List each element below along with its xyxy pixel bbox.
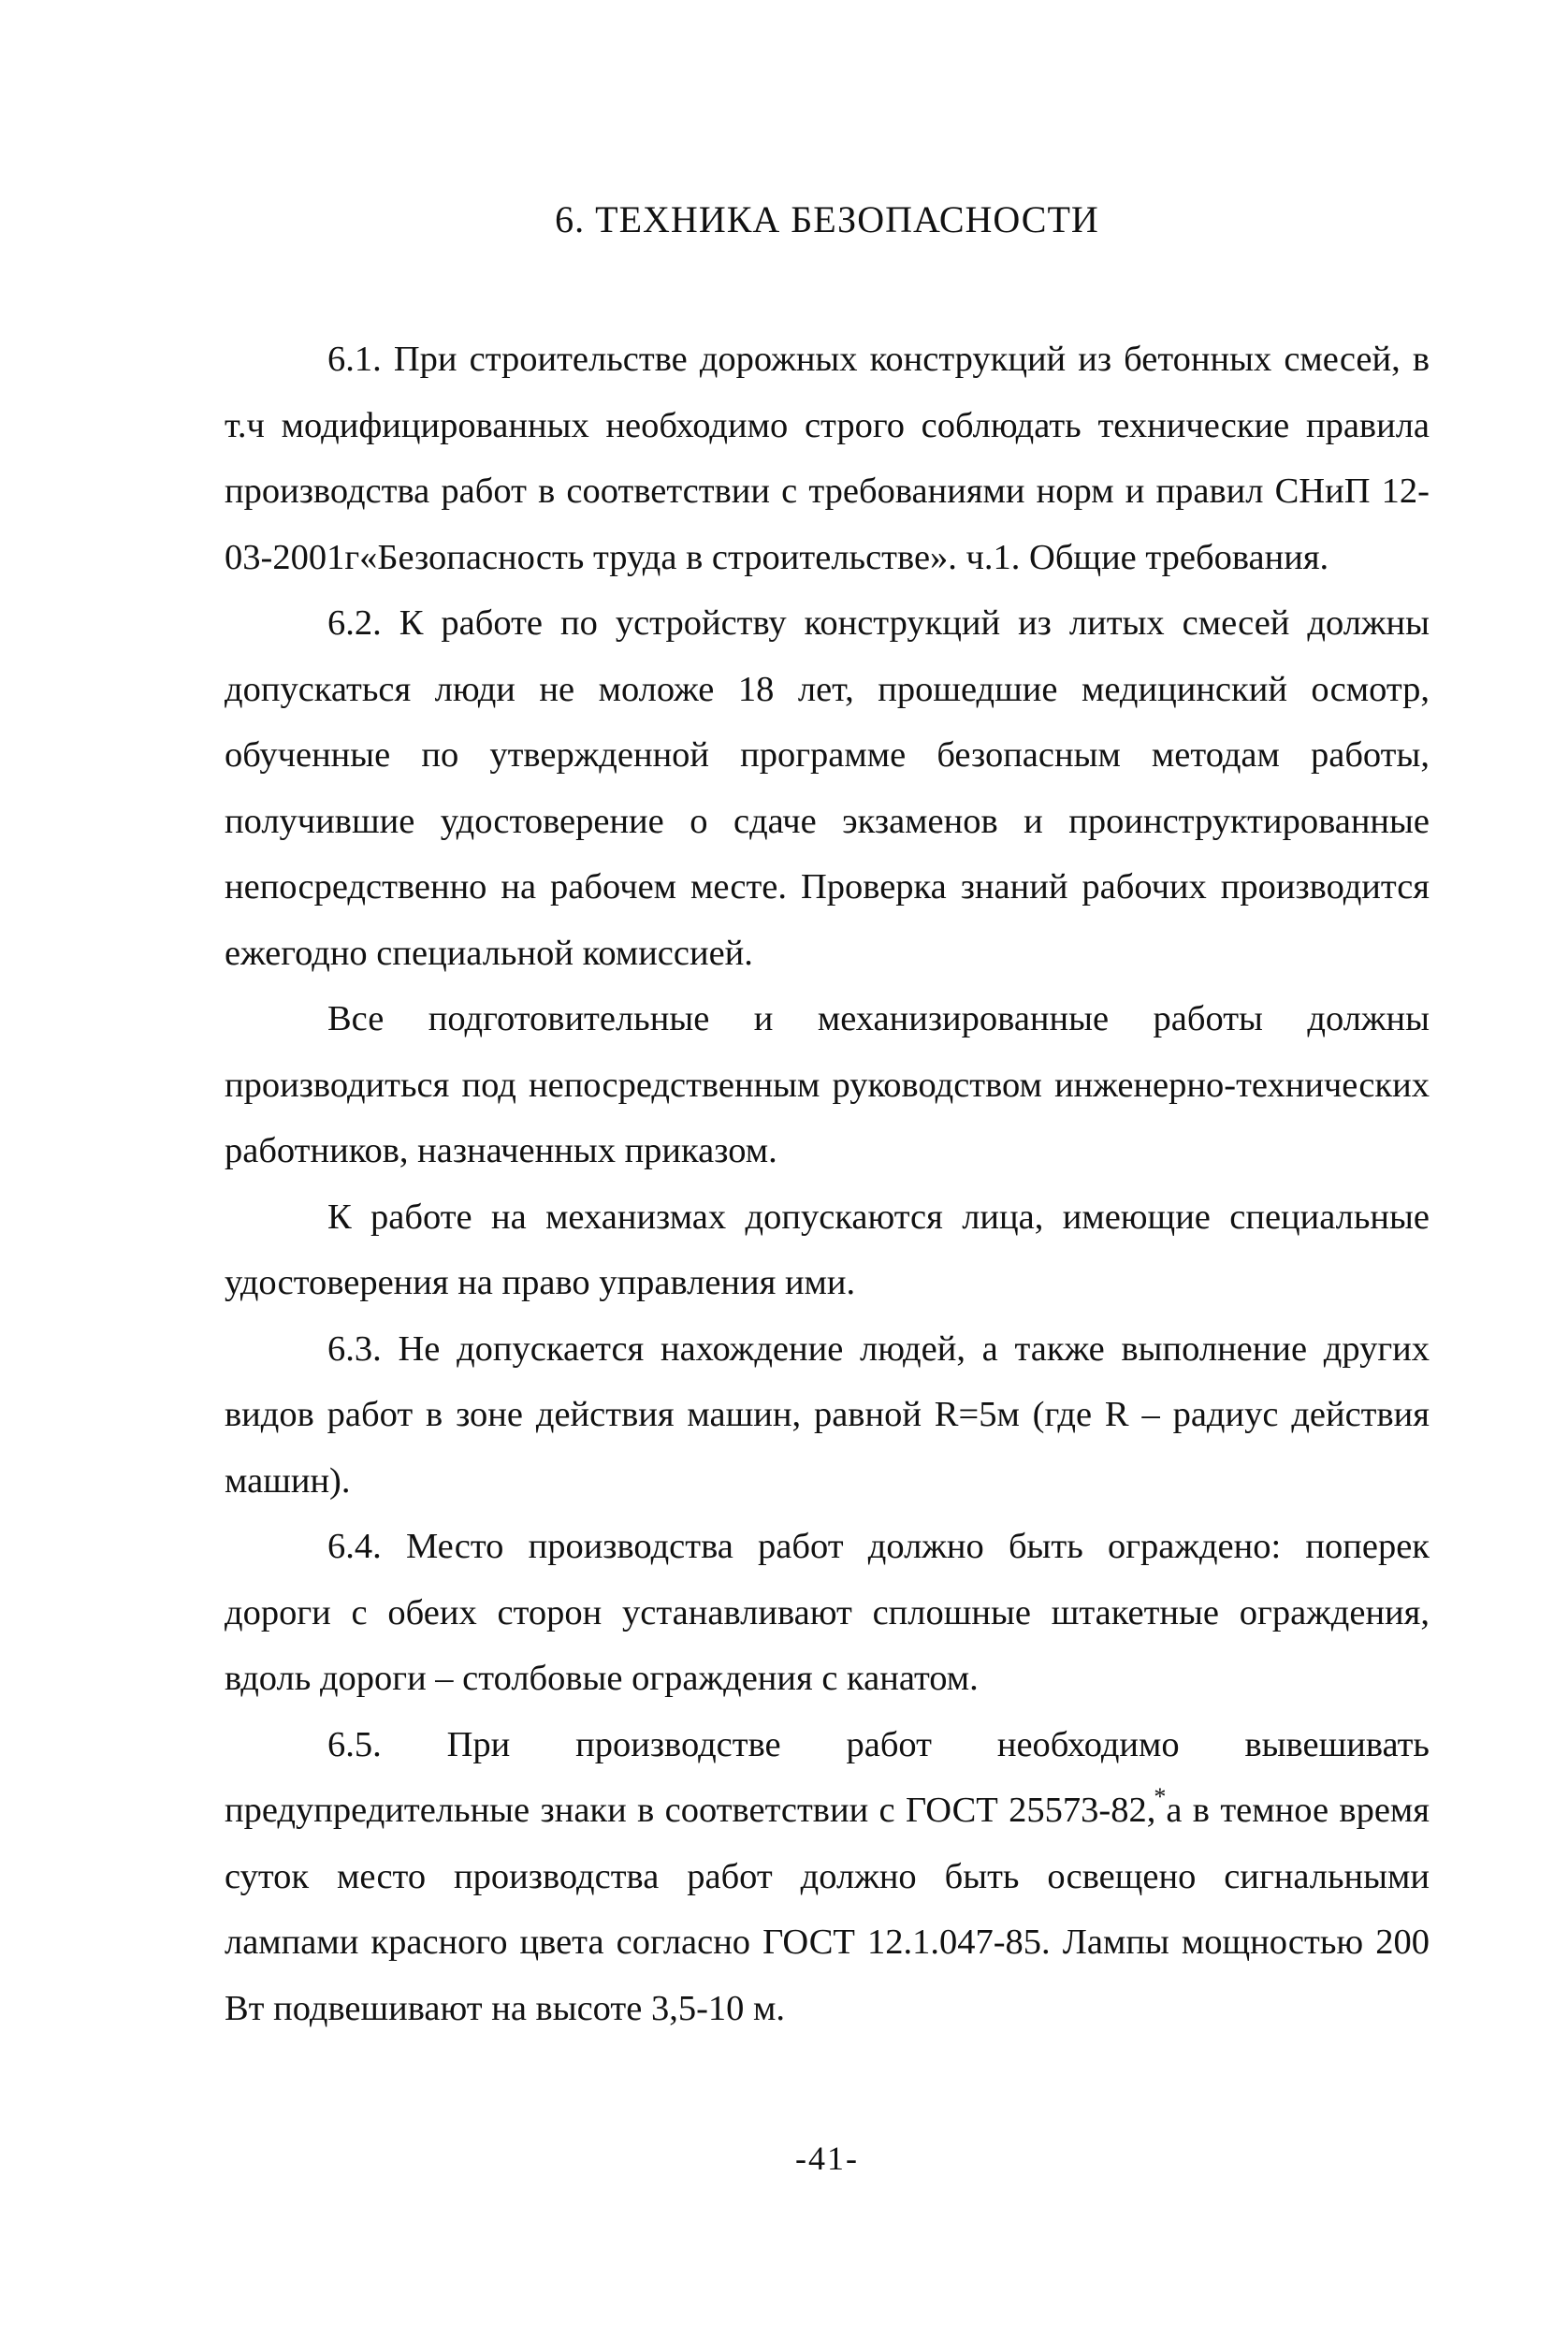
asterisk-mark: * <box>1154 1783 1167 1810</box>
paragraph-6-5-part-2: а в темное время суток место производства работ должно быть освещено сигнальными лампами красного цвета согласно ГОСТ 12.1.047-85. Лампы мощностью 200 Вт подвешивают на высоте 3,5-10 м. <box>225 1791 1430 2028</box>
section-title: 6. ТЕХНИКА БЕЗОПАСНОСТИ <box>555 198 1099 240</box>
paragraph-6-2: 6.2. К работе по устройству конструкций из литых смесей должны допускаться люди не моложе 18 лет, прошедшие медицинский осмотр, обученные по утвержденной программе безопасным методам работы, получившие удостоверение о сдаче экзаменов и проинструктированные непосредственно на рабочем месте. Проверка знаний рабочих производится ежегодно специальной комиссией. <box>225 603 1430 973</box>
paragraph-6-4: 6.4. Место производства работ должно быть ограждено: поперек дороги с обеих сторон устанавливают сплошные штакетные ограждения, вдоль дороги – столбовые ограждения с канатом. <box>225 1527 1430 1698</box>
page-number: -41- <box>795 2140 859 2177</box>
body-text <box>225 326 1430 2041</box>
paragraph-6-5-part-1: 6.5. При производстве работ необходимо вывешивать предупредительные знаки в соответствии с ГОСТ 25573-82, <box>225 1724 1430 1830</box>
paragraph-preparatory-works: Все подготовительные и механизированные работы должны производиться под непосредственным руководством инженерно-технических работников, назначенных приказом. <box>225 999 1430 1170</box>
paragraph-6-3: 6.3. Не допускается нахождение людей, а также выполнение других видов работ в зоне действия машин, равной R=5м (где R – радиус действия машин). <box>225 1328 1430 1501</box>
paragraph-6-1: 6.1. При строительстве дорожных конструкций из бетонных смесей, в т.ч модифицированных необходимо строго соблюдать технические правила производства работ в соответствии с требованиями норм и правил СНиП 12-03-2001г«Безопасность труда в строительстве». ч.1. Общие требования. <box>225 340 1430 577</box>
paragraph-machine-operators: К работе на механизмах допускаются лица, имеющие специальные удостоверения на право управления ими. <box>225 1197 1430 1302</box>
paragraph-6-5 <box>225 1712 1430 2042</box>
